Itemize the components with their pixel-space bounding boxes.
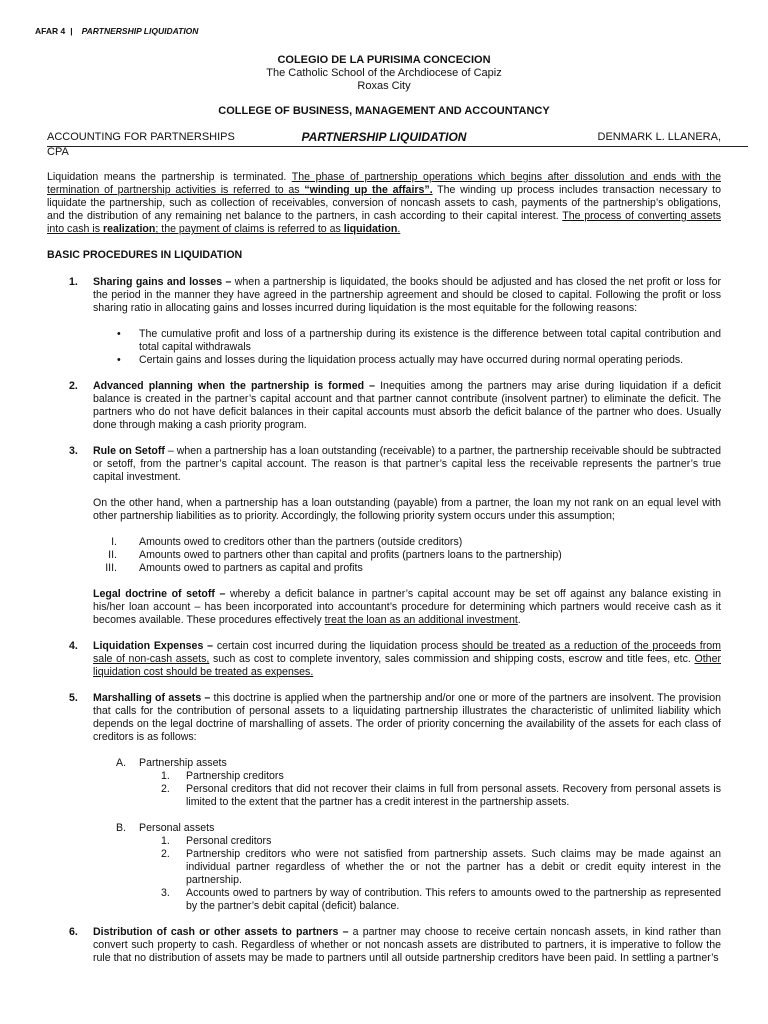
item-number: 2. bbox=[69, 380, 78, 392]
item-number: 4. bbox=[69, 640, 78, 652]
legal-doctrine-title: Legal doctrine of setoff – bbox=[93, 588, 226, 600]
roman-item bbox=[47, 562, 721, 575]
intro-realization: realization bbox=[102, 223, 156, 235]
item-number: 5. bbox=[69, 692, 78, 704]
sub-number: 2. bbox=[161, 783, 170, 795]
item-title: Liquidation Expenses – bbox=[93, 640, 214, 652]
section-heading: BASIC PROCEDURES IN LIQUIDATION bbox=[47, 249, 243, 261]
roman-text: Amounts owed to partners other than capital and profits (partners loans to the partnership) bbox=[139, 549, 562, 561]
sub-item bbox=[47, 770, 721, 783]
school-city: Roxas City bbox=[357, 80, 411, 92]
item-text bbox=[93, 380, 721, 432]
sub-text: Partnership creditors who were not satisfied from partnership assets. Such claims may be made against an individual partner regardless of whether the or not the partner has a debit or credit equity interest in the partnership. bbox=[186, 848, 721, 886]
sub-number: 3. bbox=[161, 887, 170, 899]
school-tagline: The Catholic School of the Archdiocese of Capiz bbox=[266, 67, 502, 79]
roman-item bbox=[47, 536, 721, 549]
college-name: COLLEGE OF BUSINESS, MANAGEMENT AND ACCOUNTANCY bbox=[218, 105, 550, 117]
legal-doctrine-text: whereby a deficit balance in partner’s capital account may be set off against any balance existing in his/her loan account – has been incorporated into accountant’s procedure for determining which partners would receive cash as it becomes available. These procedures effectively bbox=[93, 588, 721, 626]
header-code: AFAR 4 bbox=[35, 26, 66, 36]
item-number: 1. bbox=[69, 276, 78, 288]
list-item bbox=[47, 926, 721, 965]
intro-text: Liquidation means the partnership is terminated. bbox=[47, 171, 292, 183]
bullet-list bbox=[47, 328, 721, 367]
header-title: PARTNERSHIP LIQUIDATION bbox=[81, 26, 199, 36]
item-title: Marshalling of assets – bbox=[93, 692, 211, 704]
alpha-item bbox=[47, 757, 721, 770]
legal-doctrine-underline: treat the loan as an additional investment bbox=[324, 614, 518, 626]
roman-number: II. bbox=[108, 549, 117, 561]
legal-doctrine-end: . bbox=[517, 614, 521, 626]
sub-item bbox=[47, 848, 721, 887]
list-item bbox=[47, 380, 721, 432]
item-body: certain cost incurred during the liquidation process bbox=[213, 640, 462, 652]
item-underline-2: Other liquidation cost should be treated as expenses. bbox=[93, 653, 721, 678]
sub-text: Personal creditors that did not recover their claims in full from personal assets. Recovery from personal assets is limited to the extent that the partner has a credit interest in the partnership assets. bbox=[186, 783, 721, 808]
author-name: DENMARK L. LLANERA, bbox=[597, 131, 721, 143]
sub-item bbox=[47, 887, 721, 913]
item-text bbox=[93, 926, 721, 965]
item-number: 6. bbox=[69, 926, 78, 938]
item-text bbox=[93, 445, 721, 484]
item-body: this doctrine is applied when the partnership and/or one or more of the partners are insolvent. The provision that calls for the contribution of personal assets to a liquidating partnership illustrates the characteristic of unlimited liability which depends on the legal doctrine of marshalling of assets. The order of priority concerning the availability of the assets for each class of creditors is as follows: bbox=[93, 692, 721, 743]
bullet-text: The cumulative profit and loss of a partnership during its existence is the difference between total capital contribution and total capital withdrawals bbox=[139, 328, 721, 353]
item-text bbox=[93, 692, 721, 744]
sub-item bbox=[47, 783, 721, 809]
sub-number: 2. bbox=[161, 848, 170, 860]
roman-item bbox=[47, 549, 721, 562]
roman-text: Amounts owed to partners as capital and profits bbox=[139, 562, 363, 574]
roman-text: Amounts owed to creditors other than the partners (outside creditors) bbox=[139, 536, 463, 548]
intro-liquidation: liquidation bbox=[343, 223, 398, 235]
item-text bbox=[93, 640, 721, 679]
item-title: Advanced planning when the partnership is formed – bbox=[93, 380, 376, 392]
item-body: a partner may choose to receive certain noncash assets, in kind rather than convert such property to cash. Regardless of whether or not noncash assets are distributed to partners, it is imperative to follow the rule that no distribution of assets may be made to partners until all outside partnership creditors have been paid. In settling a partner’s bbox=[93, 926, 721, 964]
sub-text: Personal creditors bbox=[186, 835, 272, 847]
item-title: Distribution of cash or other assets to partners – bbox=[93, 926, 349, 938]
list-item bbox=[47, 640, 721, 679]
intro-underline-2: The process of converting assets into cash is bbox=[47, 210, 721, 235]
list-item bbox=[47, 445, 721, 627]
bullet-text: Certain gains and losses during the liquidation process actually may have occurred during normal operating periods. bbox=[139, 354, 684, 366]
alpha-letter: B. bbox=[116, 822, 127, 834]
item-paragraph: On the other hand, when a partnership has a loan outstanding (payable) from a partner, the loan my not rank on an equal level with other partnership liabilities as to priority. Accordingly, the following priority system occurs under this assumption; bbox=[93, 497, 721, 522]
course-name: ACCOUNTING FOR PARTNERSHIPS bbox=[47, 131, 235, 143]
alpha-letter: A. bbox=[116, 757, 127, 769]
author-credential: CPA bbox=[47, 146, 69, 158]
sub-item bbox=[47, 835, 721, 848]
sub-text: Partnership creditors bbox=[186, 770, 284, 782]
course-line bbox=[47, 131, 721, 145]
alpha-text: Partnership assets bbox=[139, 757, 227, 769]
item-title: Rule on Setoff bbox=[93, 445, 165, 457]
item-number: 3. bbox=[69, 445, 78, 457]
intro-underline: The phase of partnership operations which begins after dissolution and ends with the termination of partnership activities is referred to as bbox=[47, 171, 721, 196]
alpha-text: Personal assets bbox=[139, 822, 215, 834]
intro-underline-3: ; the payment of claims is referred to as bbox=[155, 223, 344, 235]
running-header bbox=[35, 26, 198, 36]
legal-doctrine-paragraph bbox=[93, 588, 721, 627]
document-body bbox=[47, 171, 721, 978]
sub-number: 1. bbox=[161, 770, 170, 782]
item-body-2: such as cost to complete inventory, sales commission and shipping costs, escrow and title fees, etc. bbox=[209, 653, 695, 665]
school-name: COLEGIO DE LA PURISIMA CONCECION bbox=[277, 54, 491, 66]
document-title: PARTNERSHIP LIQUIDATION bbox=[301, 130, 467, 144]
sub-text: Accounts owed to partners by way of contribution. This refers to amounts owed to the partnership as represented by the partner’s debit capital (deficit) balance. bbox=[186, 887, 721, 912]
header-separator: | bbox=[70, 26, 73, 36]
item-text bbox=[93, 276, 721, 315]
item-body: – when a partnership has a loan outstanding (receivable) to a partner, the partnership receivable should be subtracted or setoff, from the partner’s capital account. The reason is that partner’s capital less the receivable represents the partner’s true capital investment. bbox=[93, 445, 721, 483]
sub-number: 1. bbox=[161, 835, 170, 847]
intro-period: . bbox=[397, 223, 401, 235]
alpha-item bbox=[47, 822, 721, 835]
item-body: when a partnership is liquidated, the books should be adjusted and has closed the net profit or loss for the period in the manner they have agreed in the partnership agreement and should be closed to capital. Following the profit or loss sharing ratio in allocating gains and losses incurred during liquidation is the most equitable for the following reasons: bbox=[93, 276, 721, 314]
roman-number: III. bbox=[105, 562, 117, 574]
header-rule bbox=[47, 146, 748, 147]
intro-winding-up: “winding up the affairs”. bbox=[304, 184, 433, 196]
list-item bbox=[47, 692, 721, 913]
item-title: Sharing gains and losses – bbox=[93, 276, 232, 288]
intro-paragraph bbox=[47, 171, 721, 236]
roman-number: I. bbox=[111, 536, 117, 548]
item-body: Inequities among the partners may arise during liquidation if a deficit balance is created in the partner’s capital account and that partner cannot contribute (insolvent partner) to eliminate the deficit. The partners who do not have deficit balances in their capital accounts must absorb the deficit balance of the partner who does. Usually done through making a cash priority program. bbox=[93, 380, 721, 431]
bullet-item: • Certain gains and losses during the liquidation process actually may have occurred during normal operating periods. bbox=[47, 354, 721, 367]
intro-text-2: The winding up process includes transaction necessary to liquidate the partnership, such as collection of receivables, conversion of noncash assets to cash, payments of the partnership’s obligations, and the distribution of any remaining net balance to the partners, in cash according to their capital interest. bbox=[47, 184, 721, 222]
bullet-item: • The cumulative profit and loss of a partnership during its existence is the difference between total capital contribution and total capital withdrawals bbox=[117, 328, 721, 353]
item-underline: should be treated as a reduction of the proceeds from sale of non-cash assets, bbox=[93, 640, 721, 665]
list-item bbox=[47, 276, 721, 315]
